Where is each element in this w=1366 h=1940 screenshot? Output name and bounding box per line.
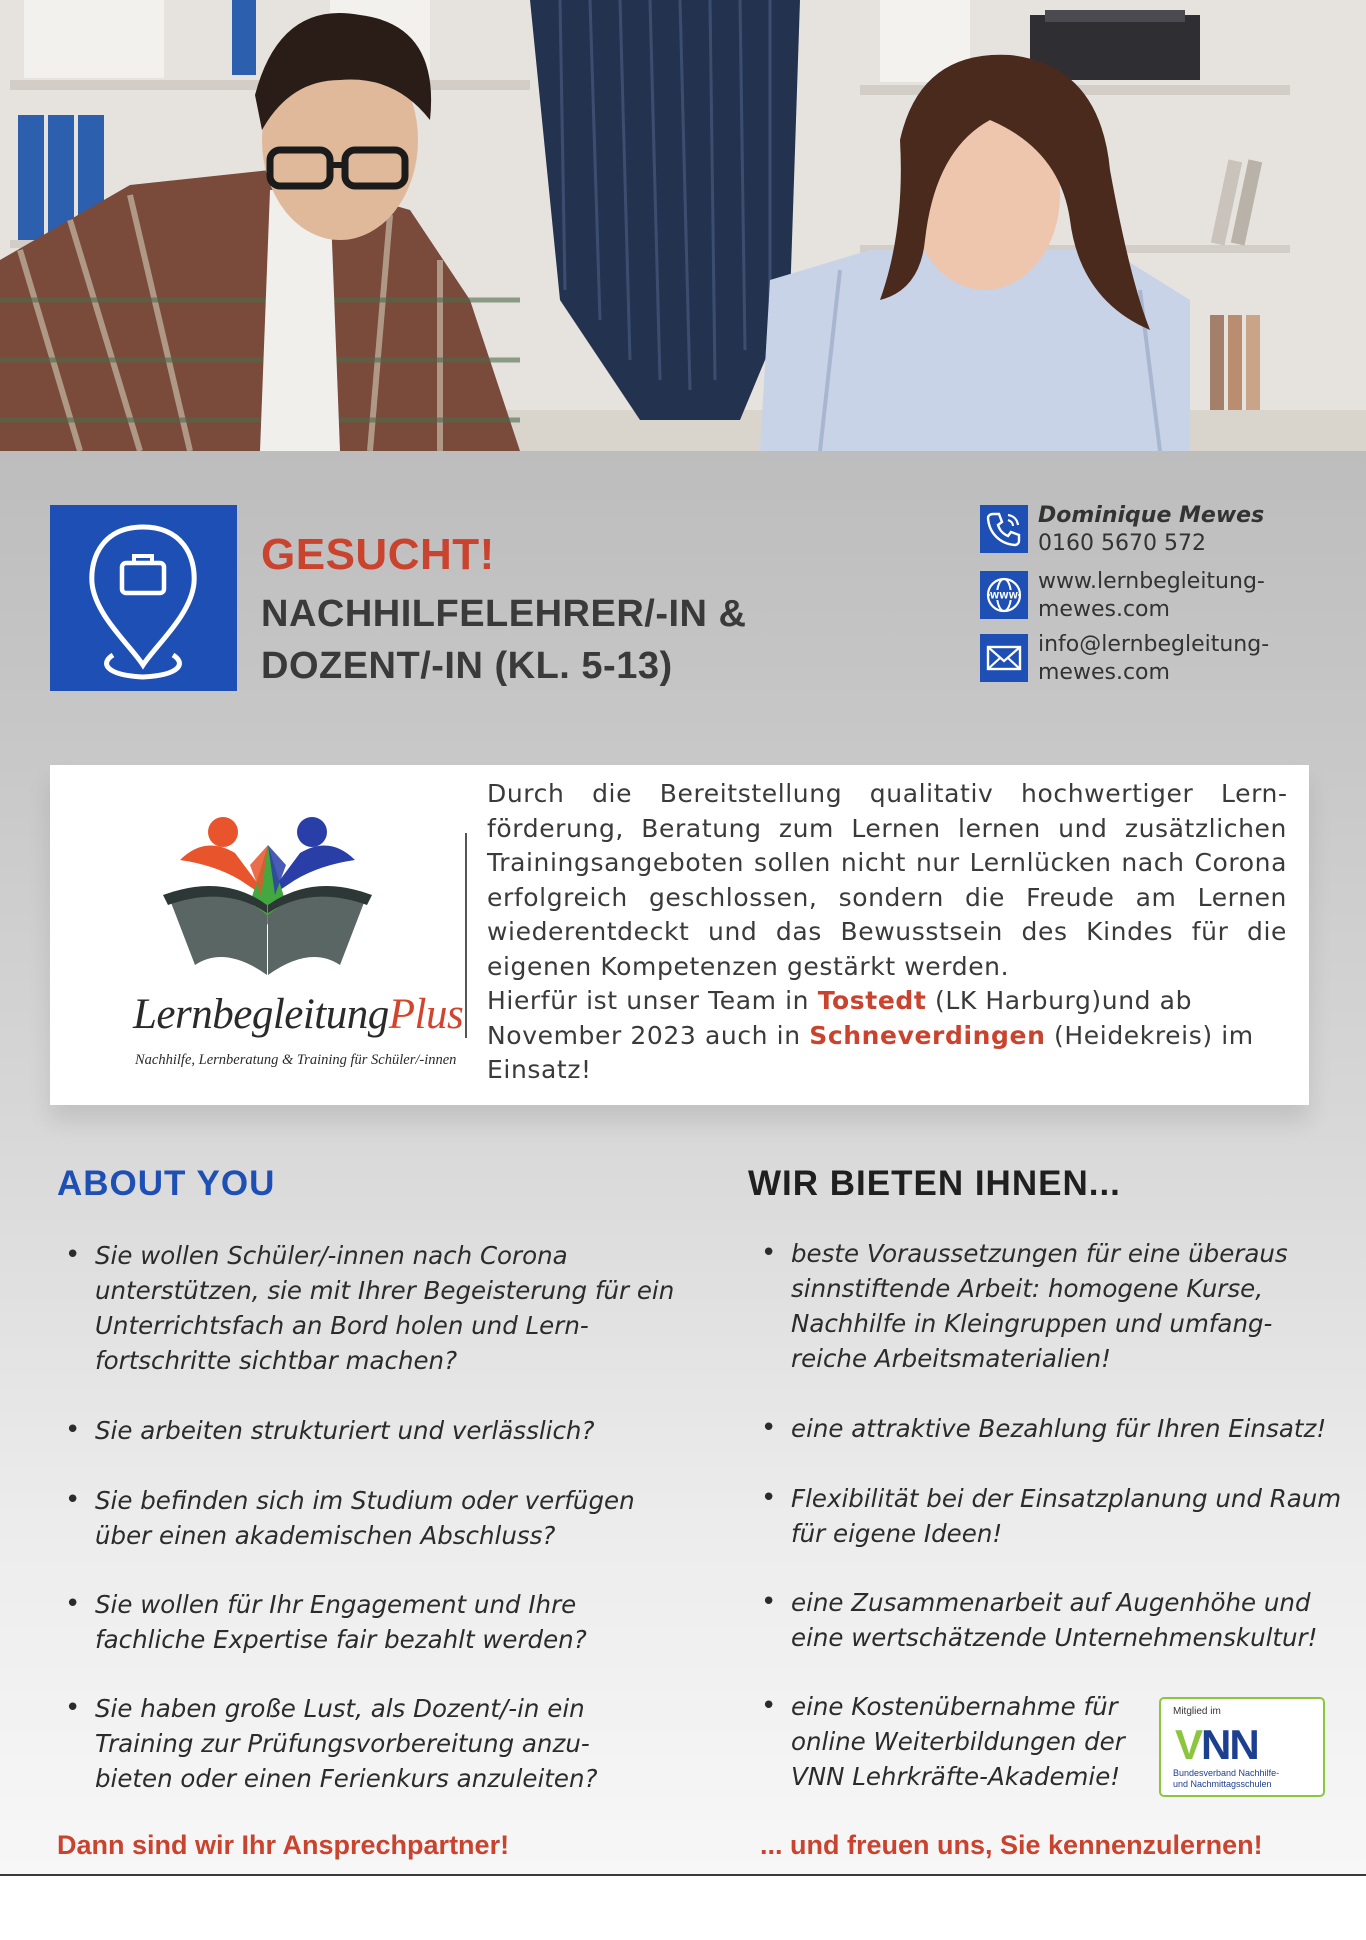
location-job-icon-box bbox=[50, 505, 237, 691]
about-closing: Dann sind wir Ihr Ansprechpartner! bbox=[57, 1830, 510, 1860]
contact-name: Dominique Mewes bbox=[1038, 503, 1265, 528]
about-list-3 bbox=[59, 1483, 699, 1553]
job-title-line-1: NACHHILFELEHRER/-IN & bbox=[261, 593, 747, 635]
logo-wordmark bbox=[133, 990, 463, 1039]
offer-item: • Flexibilität bei der Einsatzplanung und Raum für eigene Ideen! bbox=[755, 1481, 1355, 1551]
logo-word: Lernbegleitung bbox=[133, 991, 389, 1038]
vnn-logo-v: V bbox=[1175, 1721, 1202, 1768]
about-list-1 bbox=[59, 1238, 699, 1378]
job-title bbox=[261, 588, 746, 692]
offer-closing: ... und freuen uns, Sie kennenzulernen! bbox=[760, 1830, 1263, 1860]
we-offer-heading: WIR BIETEN IHNEN... bbox=[748, 1164, 1121, 1203]
team-mid: (LK Harburg)und ab November 2023 auch in bbox=[487, 986, 1193, 1050]
logo-plus: Plus bbox=[388, 991, 464, 1038]
team-suffix: (Heidekreis) im Einsatz! bbox=[487, 1020, 1254, 1084]
about-item: • Sie haben große Lust, als Dozent/-in ein Training zur Prüfungsvorbereitung anzubieten oder einen Ferienkurs anzuleiten? bbox=[59, 1691, 629, 1796]
phone-icon bbox=[980, 505, 1028, 553]
offer-list-4 bbox=[755, 1585, 1355, 1655]
about-item: • Sie befinden sich im Studium oder verfügen über einen akademischen Abschluss? bbox=[59, 1483, 649, 1553]
contact-phone-number[interactable]: 0160 5670 572 bbox=[1038, 531, 1206, 556]
about-item: • Sie wollen Schüler/-innen nach Corona unterstützen, sie mit Ihrer Begeisterung für ein Unterrichtsfach an Bord holen und Lernfortschritte sichtbar machen? bbox=[59, 1238, 699, 1378]
email-line-2[interactable]: mewes.com bbox=[1038, 660, 1170, 685]
location-briefcase-icon bbox=[50, 505, 237, 691]
website-line-2[interactable]: mewes.com bbox=[1038, 597, 1170, 622]
intro-text bbox=[487, 777, 1287, 1088]
hero-photo bbox=[0, 0, 1366, 451]
offer-item: • eine Kostenübernahme für online Weiterbildungen der VNN Lehrkräfte-Akademie! bbox=[755, 1689, 1135, 1794]
website-line-1[interactable]: www.lernbegleitung- bbox=[1038, 569, 1265, 594]
badge-sub-line-2: und Nachmittagsschulen bbox=[1173, 1779, 1272, 1789]
vnn-member-badge bbox=[1159, 1697, 1325, 1797]
svg-text:WWW: WWW bbox=[989, 591, 1019, 602]
about-item: • Sie wollen für Ihr Engagement und Ihre fachliche Expertise fair bezahlt werden? bbox=[59, 1587, 629, 1657]
email-line-1[interactable]: info@lernbegleitung- bbox=[1038, 632, 1270, 657]
about-list-4 bbox=[59, 1587, 699, 1657]
team-prefix: Hierfür ist unser Team in bbox=[487, 986, 818, 1015]
job-title-line-2: DOZENT/-IN (KL. 5-13) bbox=[261, 645, 673, 687]
offer-list-3 bbox=[755, 1481, 1355, 1551]
bottom-rule bbox=[0, 1874, 1366, 1876]
lernbegleitung-logo bbox=[75, 805, 475, 1068]
vnn-logo-nn: NN bbox=[1201, 1721, 1258, 1768]
hero-photo-illustration bbox=[0, 0, 1366, 451]
offer-item: • beste Voraussetzungen für eine überaus sinnstiftende Arbeit: homogene Kurse, Nachhilfe in Kleingruppen und umfangreiche Arbeitsmaterialien! bbox=[755, 1236, 1315, 1376]
city-schneverdingen: Schneverdingen bbox=[809, 1020, 1046, 1050]
mail-icon bbox=[980, 634, 1028, 682]
vnn-logo bbox=[1175, 1721, 1258, 1769]
intro-box bbox=[50, 765, 1309, 1105]
offer-item: • eine attraktive Bezahlung für Ihren Einsatz! bbox=[755, 1411, 1355, 1446]
city-tostedt: Tostedt bbox=[817, 986, 927, 1015]
about-item: • Sie arbeiten strukturiert und verlässlich? bbox=[59, 1413, 699, 1448]
badge-subtitle bbox=[1173, 1768, 1279, 1790]
about-list-5 bbox=[59, 1691, 699, 1796]
offer-item: • eine Zusammenarbeit auf Augenhöhe und eine wertschätzende Unternehmenskultur! bbox=[755, 1585, 1355, 1655]
offer-list-1 bbox=[755, 1236, 1355, 1376]
logo-tagline: Nachhilfe, Lernberatung & Training für Schüler/-innen bbox=[135, 1052, 457, 1068]
badge-sub-line-1: Bundesverband Nachhilfe- bbox=[1173, 1768, 1280, 1778]
intro-paragraph: Durch die Bereitstellung qualitativ hochwertiger Lernförderung, Beratung zum Lernen lernen und zusätzlichen Trainingsangeboten sollen nicht nur Lernlücken nach Corona erfolgreich geschlossen, sondern die Freude am Lernen wiederentdeckt und das Bewusstsein des Kindes für die eigenen Kompetenzen gestärkt werden. bbox=[487, 779, 1287, 981]
about-you-heading: ABOUT YOU bbox=[57, 1164, 276, 1203]
badge-member-label: Mitglied im bbox=[1173, 1706, 1221, 1717]
logo-divider bbox=[465, 833, 467, 1038]
about-list-2 bbox=[59, 1413, 699, 1448]
wanted-heading: GESUCHT! bbox=[261, 530, 495, 579]
globe-icon bbox=[980, 571, 1028, 619]
open-book-people-icon bbox=[75, 805, 475, 995]
intro-team-paragraph bbox=[487, 984, 1287, 1088]
offer-list-2 bbox=[755, 1411, 1355, 1446]
